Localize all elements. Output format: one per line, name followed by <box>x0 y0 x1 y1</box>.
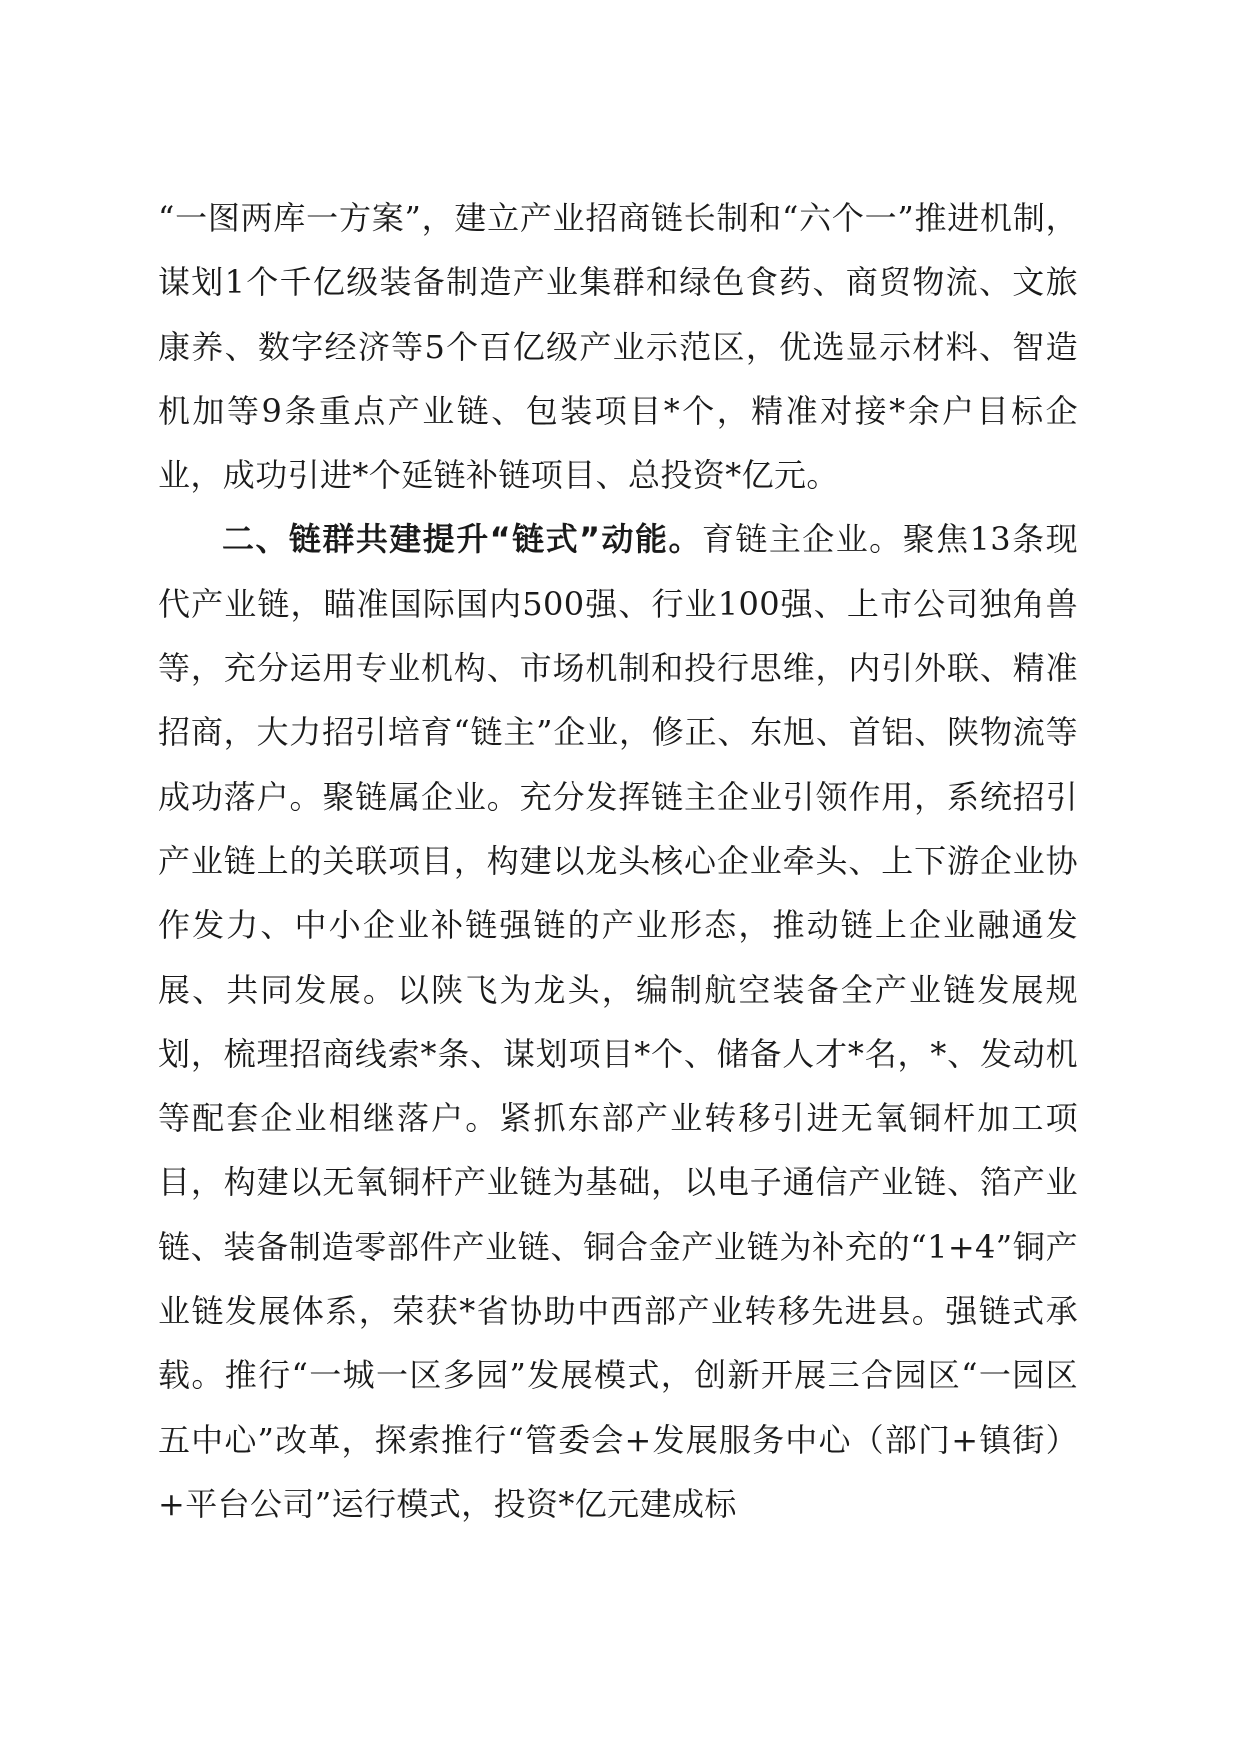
paragraph-text: 育链主企业。聚焦13条现代产业链，瞄准国际国内500强、行业100强、上市公司独角兽等，充分运用专业机构、市场机制和投行思维，内引外联、精准招商，大力招引培育“链主”企业，修正、东旭、首铝、陕物流等成功落户。聚链属企业。充分发挥链主企业引领作用，系统招引产业链上的关联项目，构建以龙头核心企业牵头、上下游企业协作发力、中小企业补链强链的产业形态，推动链上企业融通发展、共同发展。以陕飞为龙头，编制航空装备全产业链发展规划，梳理招商线索*条、谋划项目*个、储备人才*名，*、发动机等配套企业相继落户。紧抓东部产业转移引进无氧铜杆加工项目，构建以无氧铜杆产业链为基础，以电子通信产业链、箔产业链、装备制造零部件产业链、铜合金产业链为补充的“1+4”铜产业链发展体系，荣获*省协助中西部产业转移先进县。强链式承载。推行“一城一区多园”发展模式，创新开展三合园区“一园区五中心”改革，探索推行“管委会+发展服务中心（部门+镇街）+平台公司”运行模式，投资*亿元建成标 <box>158 520 1078 1523</box>
paragraph-section-two <box>158 507 1078 1536</box>
section-heading: 二、链群共建提升“链式”动能。 <box>222 520 702 559</box>
paragraph-continuation <box>158 186 1078 507</box>
document-body <box>158 186 1078 1536</box>
paragraph-text: “一图两库一方案”，建立产业招商链长制和“六个一”推进机制，谋划1个千亿级装备制造产业集群和绿色食药、商贸物流、文旅康养、数字经济等5个百亿级产业示范区，优选显示材料、智造机加等9条重点产业链、包装项目*个，精准对接*余户目标企业，成功引进*个延链补链项目、总投资*亿元。 <box>158 199 1078 495</box>
